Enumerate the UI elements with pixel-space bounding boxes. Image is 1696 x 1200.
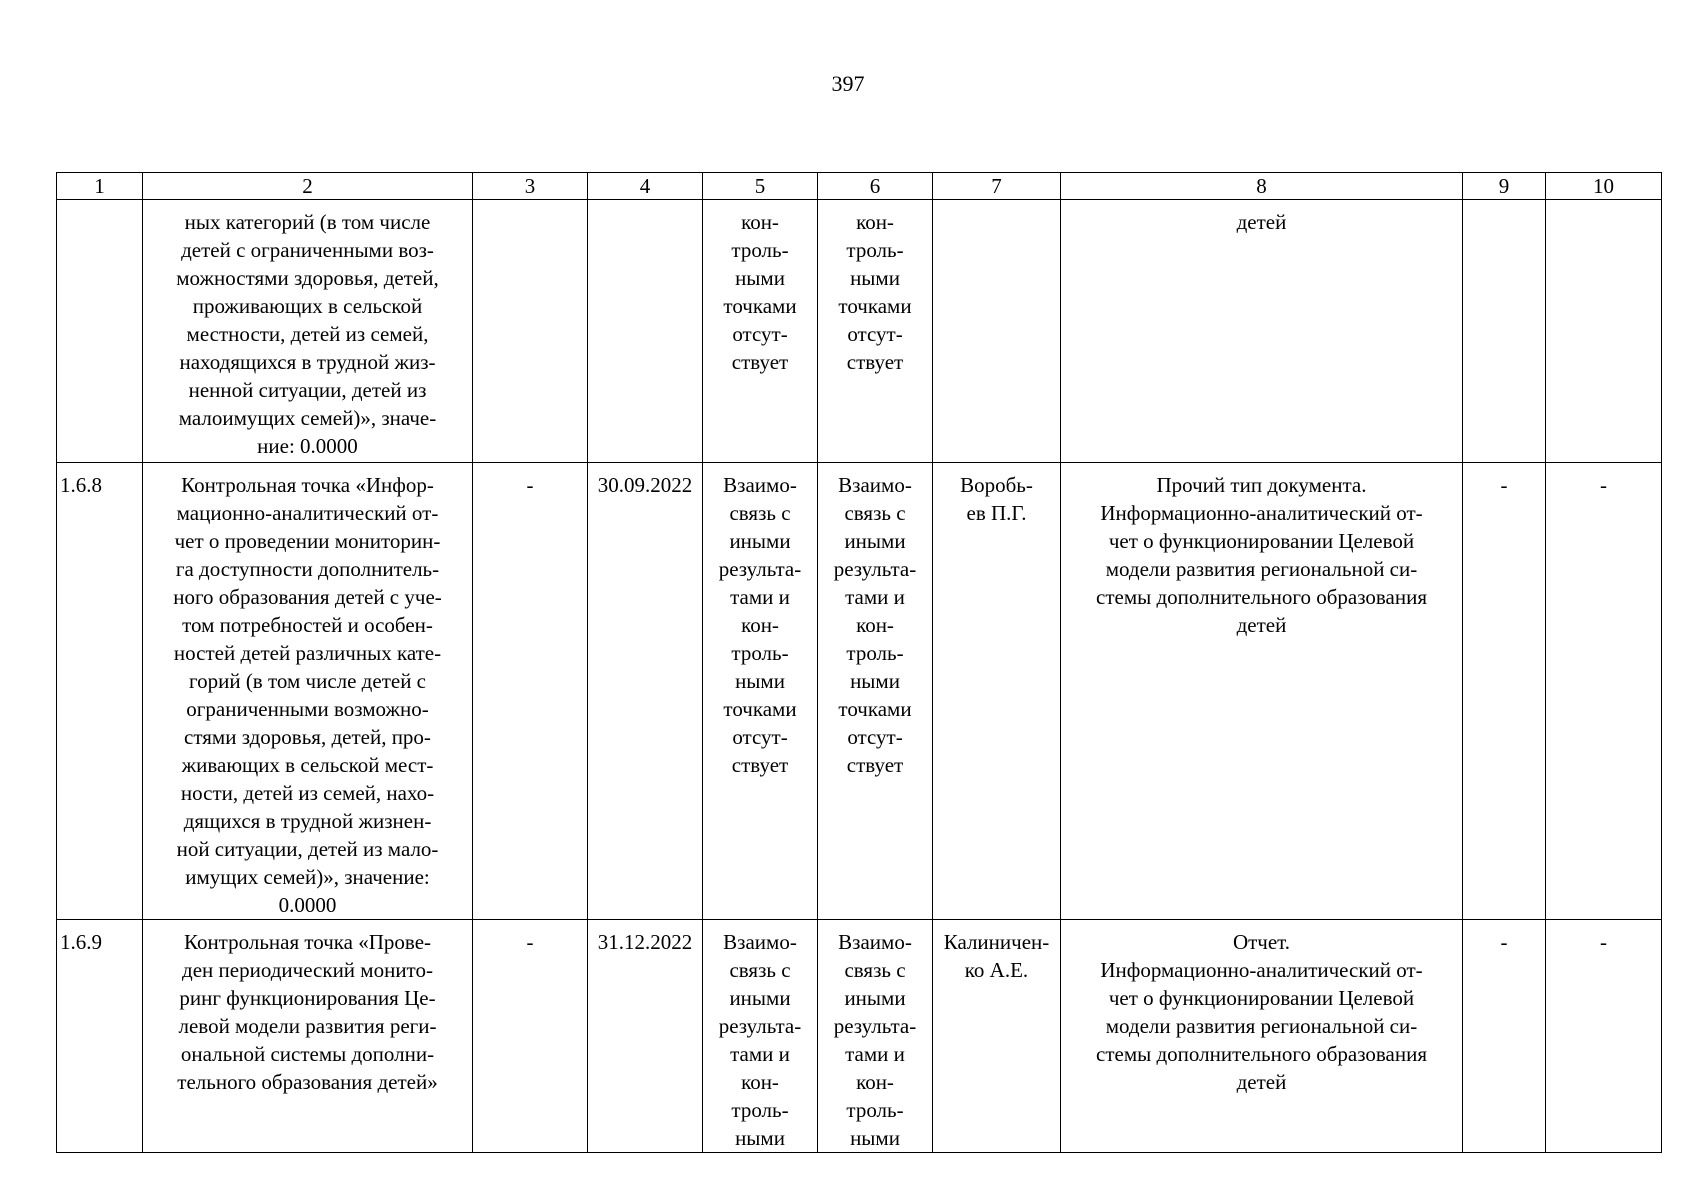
document-type-cell — [1061, 200, 1463, 463]
row-number-cell — [57, 200, 143, 463]
col3-cell — [473, 200, 588, 463]
header-cell: 4 — [588, 173, 703, 200]
col3-cell — [473, 463, 588, 920]
relation-text: кон- троль- ными точками отсут- ствует — [723, 210, 797, 374]
description-cell — [143, 200, 473, 463]
header-cell: 7 — [933, 173, 1061, 200]
header-cell: 9 — [1463, 173, 1546, 200]
document-type-text: Прочий тип документа. Информационно-аналитический от- чет о функционировании Целевой модели развития региональной си- стемы дополнительного образования детей — [1096, 473, 1427, 637]
col3-cell — [473, 920, 588, 1153]
header-cell: 6 — [818, 173, 933, 200]
relation-text: Взаимо- связь с иными результа- тами и кон- троль- ными — [718, 930, 802, 1150]
document-type-text: Отчет. Информационно-аналитический от- чет о функционировании Целевой модели развития региональной си- стемы дополнительного образования детей — [1096, 930, 1427, 1094]
col3-text: - — [526, 473, 534, 497]
description-cell — [143, 920, 473, 1153]
col9-cell — [1463, 463, 1546, 920]
header-cell: 5 — [703, 173, 818, 200]
date-cell — [588, 920, 703, 1153]
table-row — [57, 463, 1662, 920]
relation-text: Взаимо- связь с иными результа- тами и кон- троль- ными — [833, 930, 917, 1150]
row-number-cell — [57, 463, 143, 920]
header-cell: 8 — [1061, 173, 1463, 200]
header-cell: 1 — [57, 173, 143, 200]
col9-text: - — [1500, 930, 1508, 954]
relation-text: Взаимо- связь с иными результа- тами и кон- троль- ными точками отсут- ствует — [833, 473, 917, 777]
responsible-cell — [933, 200, 1061, 463]
col10-text: - — [1600, 930, 1607, 954]
col9-cell — [1463, 200, 1546, 463]
date-text: 31.12.2022 — [597, 930, 693, 954]
table-header-row — [57, 173, 1662, 200]
col3-text: - — [526, 930, 534, 954]
relation-cell — [818, 463, 933, 920]
date-text: 30.09.2022 — [597, 473, 693, 497]
header-cell: 2 — [143, 173, 473, 200]
document-type-text: детей — [1236, 210, 1287, 234]
page-number: 397 — [831, 71, 865, 96]
relation-cell — [703, 200, 818, 463]
relation-text: кон- троль- ными точками отсут- ствует — [838, 210, 912, 374]
responsible-cell — [933, 463, 1061, 920]
document-table — [56, 172, 1662, 1153]
responsible-text: Калиничен- ко А.Е. — [943, 930, 1050, 982]
table-row — [57, 200, 1662, 463]
relation-text: Взаимо- связь с иными результа- тами и кон- троль- ными точками отсут- ствует — [718, 473, 802, 777]
responsible-text: Воробь- ев П.Г. — [960, 473, 1033, 525]
description-text: Контрольная точка «Прове- ден периодический монито- ринг функционирования Це- левой модели развития реги- ональной системы дополни- тельного образования детей» — [177, 930, 438, 1094]
relation-cell — [818, 200, 933, 463]
row-number: 1.6.8 — [60, 473, 102, 497]
description-text: Контрольная точка «Инфор- мационно-аналитический от- чет о проведении мониторин- га доступности дополнитель- ного образования детей с уче- том потребностей и особен- ностей детей различных кате- горий (в том числе детей с ограниченными возможно- стями здоровья, детей, про- живающих в сельской мест- ности, детей из семей, нахо- дящихся в трудной жизнен- ной ситуации, детей из мало- имущих семей)», значение: 0.0000 — [173, 473, 442, 917]
description-cell — [143, 463, 473, 920]
row-number-cell — [57, 920, 143, 1153]
description-text: ных категорий (в том числе детей с ограниченными воз- можностями здоровья, детей, проживающих в сельской местности, детей из семей, находящихся в трудной жиз- ненной ситуации, детей из малоимущих семей)», значе- ние: 0.0000 — [176, 210, 439, 458]
col10-cell — [1546, 920, 1662, 1153]
col9-cell — [1463, 920, 1546, 1153]
col10-cell — [1546, 463, 1662, 920]
document-type-cell — [1061, 463, 1463, 920]
relation-cell — [818, 920, 933, 1153]
relation-cell — [703, 920, 818, 1153]
relation-cell — [703, 463, 818, 920]
date-cell — [588, 200, 703, 463]
header-cell: 3 — [473, 173, 588, 200]
responsible-cell — [933, 920, 1061, 1153]
row-number: 1.6.9 — [60, 930, 102, 954]
col9-text: - — [1500, 473, 1508, 497]
table-row — [57, 920, 1662, 1153]
header-cell: 10 — [1546, 173, 1662, 200]
col10-text: - — [1600, 473, 1607, 497]
col10-cell — [1546, 200, 1662, 463]
date-cell — [588, 463, 703, 920]
document-type-cell — [1061, 920, 1463, 1153]
